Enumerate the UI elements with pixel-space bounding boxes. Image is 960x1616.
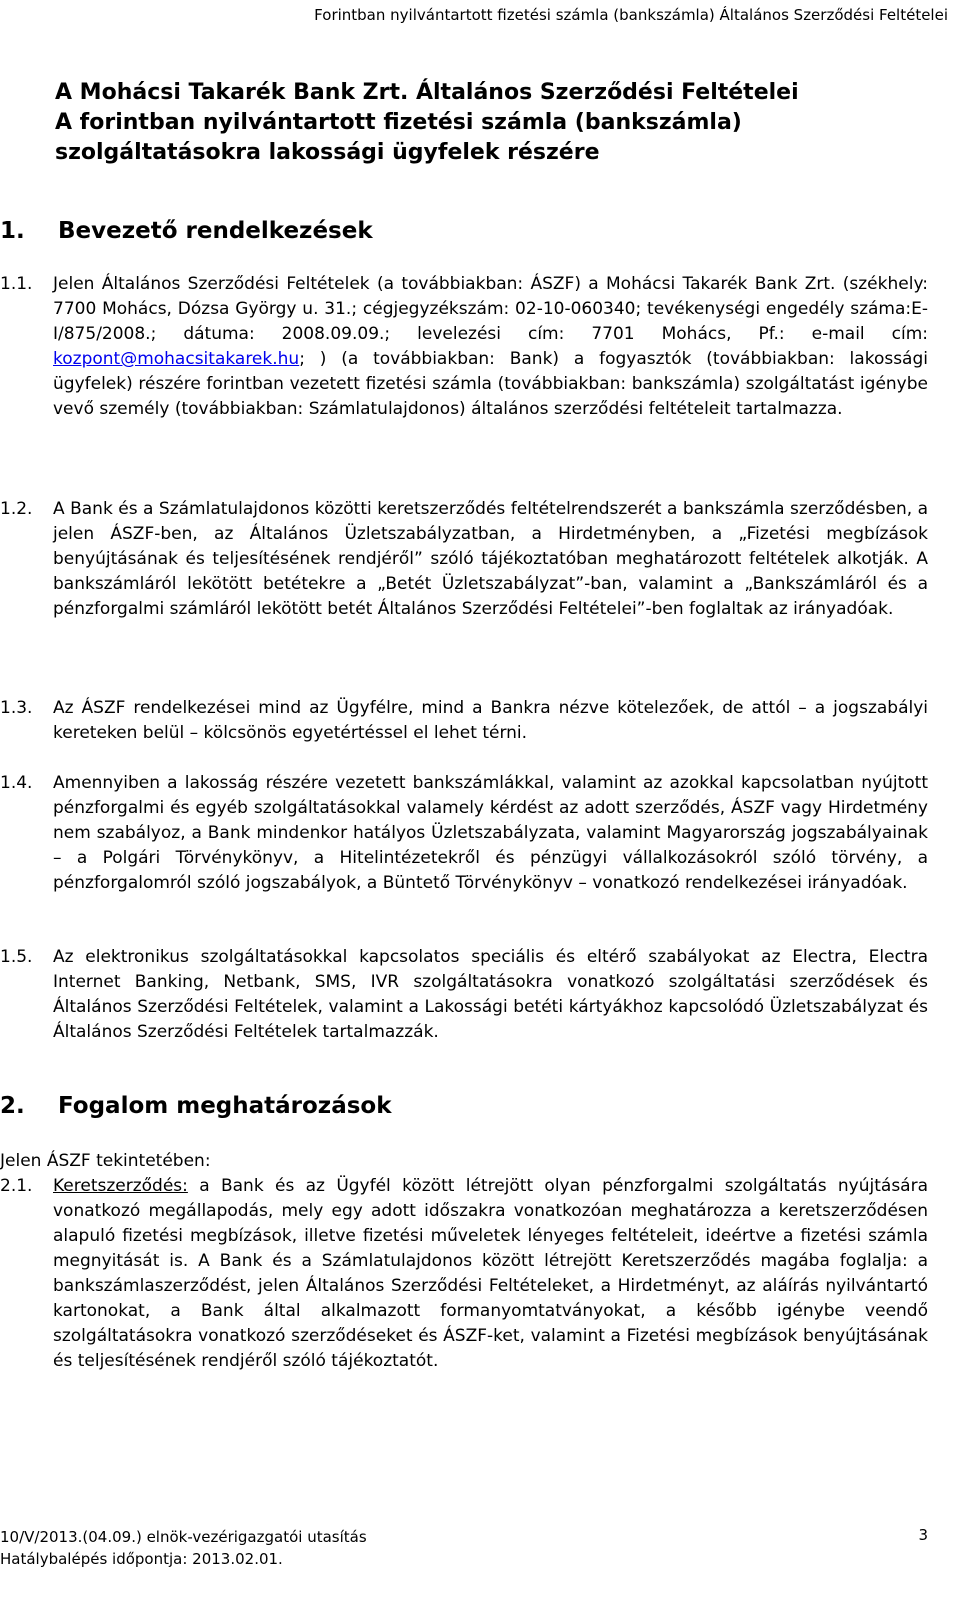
paragraph-2-1 <box>0 1174 928 1374</box>
paragraph-body: Amennyiben a lakosság részére vezetett bankszámlákkal, valamint az azokkal kapcsolatban nyújtott pénzforgalmi és egyéb szolgáltatásokkal valamely kérdést az adott szerződés, ÁSZF vagy Hirdetmény nem szabályoz, a Bank mindenkor hatályos Üzletszabályzata, valamint Magyarország jogszabályainak – a Polgári Törvénykönyv, a Hitelintézetekről és pénzügyi vállalkozásokról szóló törvény, a pénzforgalomról szóló jogszabályok, a Büntető Törvénykönyv – vonatkozó rendelkezései irányadóak. <box>53 773 928 893</box>
paragraph-body: Az ÁSZF rendelkezései mind az Ügyfélre, mind a Bankra nézve kötelezőek, de attól – a jogszabályi kereteken belül – kölcsönös egyetértéssel el lehet térni. <box>53 698 928 743</box>
paragraph-number: 2.1. <box>0 1176 33 1196</box>
paragraph-number: 1.1. <box>0 274 33 294</box>
paragraph-1-4 <box>0 771 928 896</box>
section-number: 1. <box>0 218 25 244</box>
footer-regulation: 10/V/2013.(04.09.) elnök-vezérigazgatói utasítás <box>0 1528 367 1546</box>
paragraph-text: a Bank és az Ügyfél között létrejött olyan pénzforgalmi szolgáltatás nyújtására vonatkozó megállapodás, mely egy adott időszakra vonatkozóan meghatározza a keretszerződésen alapuló fizetési megbízások, illetve fizetési műveletek lényeges feltételeit, ideértve a fizetési számla megnyitását is. A Bank és a Számlatulajdonos között létrejött Keretszerződés magába foglalja: a bankszámlaszerződést, jelen Általános Szerződési Feltételeket, a Hirdetményt, az aláírás nyilvántartó kartonokat, a Bank által alkalmazott formanyomtatványokat, a később igénybe veendő szolgáltatásokra vonatkozó szerződéseket és ÁSZF-ket, valamint a Fizetési megbízások benyújtásának és teljesítésének rendjéről szóló tájékoztatót. <box>53 1176 928 1371</box>
paragraph-text: ; ) (a továbbiakban: Bank) a fogyasztók (továbbiakban: lakossági ügyfelek) részére forintban vezetett fizetési számla (továbbiakban: bankszámla) szolgáltatást igénybe vevő személy (továbbiakban: Számlatulajdonos) általános szerződési feltételeit tartalmazza. <box>53 349 928 419</box>
paragraph-body <box>53 1174 928 1374</box>
paragraph-number: 1.3. <box>0 698 33 718</box>
section-title: Bevezető rendelkezések <box>58 218 373 244</box>
running-header: Forintban nyilvántartott fizetési számla (bankszámla) Általános Szerződési Feltételei <box>314 6 948 24</box>
paragraph-1-3 <box>0 696 928 746</box>
paragraph-number: 1.4. <box>0 773 33 793</box>
page-number: 3 <box>918 1526 928 1544</box>
paragraph-text: Jelen Általános Szerződési Feltételek (a továbbiakban: ÁSZF) a Mohácsi Takarék Bank Zrt. (székhely: 7700 Mohács, Dózsa György u. 31.; cégjegyzékszám: 02-10-060340; tevékenységi engedély száma:E-I/875/2008.; dátuma: 2008.09.09.; levelezési cím: 7701 Mohács, Pf.: e-mail cím: <box>53 274 928 344</box>
section-2-intro: Jelen ÁSZF tekintetében: <box>0 1151 211 1171</box>
paragraph-1-2 <box>0 497 928 622</box>
email-link[interactable]: kozpont@mohacsitakarek.hu <box>53 349 300 369</box>
document-title <box>55 78 895 168</box>
paragraph-body: Az elektronikus szolgáltatásokkal kapcsolatos speciális és eltérő szabályokat az Electra, Electra Internet Banking, Netbank, SMS, IVR szolgáltatásokra vonatkozó szolgáltatási szerződések és Általános Szerződési Feltételek, valamint a Lakossági betéti kártyákhoz kapcsolódó Üzletszabályzat és Általános Szerződési Feltételek tartalmazzák. <box>53 947 928 1042</box>
paragraph-body <box>53 272 928 422</box>
title-line-2: A forintban nyilvántartott fizetési számla (bankszámla) <box>55 110 742 135</box>
footer-effective-date: Hatálybalépés időpontja: 2013.02.01. <box>0 1550 283 1568</box>
paragraph-1-5 <box>0 945 928 1045</box>
title-line-1: A Mohácsi Takarék Bank Zrt. Általános Szerződési Feltételei <box>55 80 799 105</box>
section-number: 2. <box>0 1093 25 1119</box>
paragraph-body: A Bank és a Számlatulajdonos közötti keretszerződés feltételrendszerét a bankszámla szerződésben, a jelen ÁSZF-ben, az Általános Üzletszabályzatban, a Hirdetményben, a „Fizetési megbízások benyújtásának és teljesítésének rendjéről” szóló tájékoztatóban meghatározott feltételek alkotják. A bankszámláról lekötött betétekre a „Betét Üzletszabályzat”-ban, valamint a „Bankszámláról és a pénzforgalmi számláról lekötött betét Általános Szerződési Feltételei”-ben foglaltak az irányadóak. <box>53 499 928 619</box>
title-line-3: szolgáltatásokra lakossági ügyfelek részére <box>55 140 600 165</box>
paragraph-number: 1.2. <box>0 499 33 519</box>
section-title: Fogalom meghatározások <box>58 1093 392 1119</box>
paragraph-1-1 <box>0 272 928 422</box>
paragraph-number: 1.5. <box>0 947 33 967</box>
defined-term: Keretszerződés: <box>53 1176 188 1196</box>
